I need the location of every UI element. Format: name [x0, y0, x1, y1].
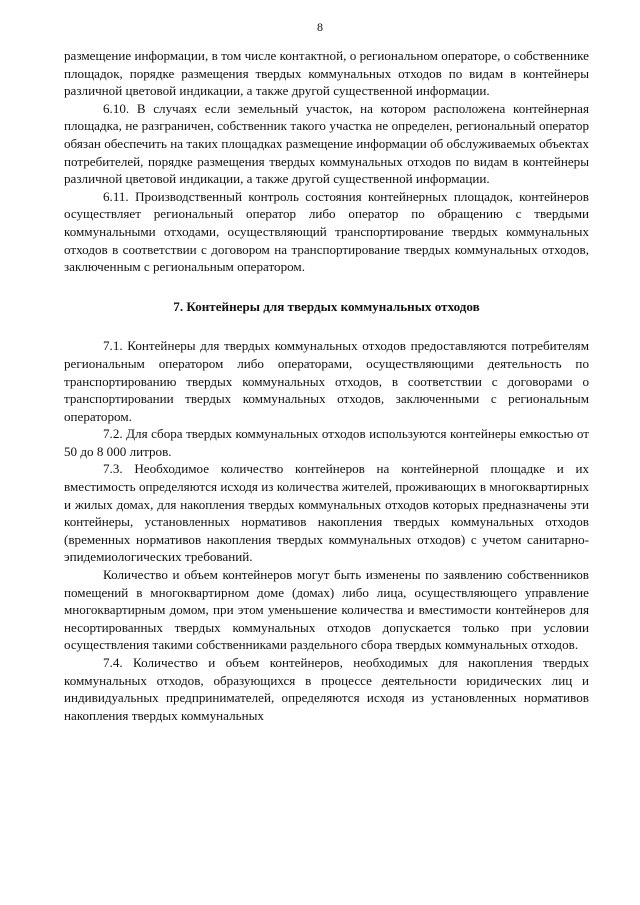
paragraph-continuation: размещение информации, в том числе контактной, о региональном операторе, о собственнике площадок, порядке размещения твердых коммунальных отходов по видам в контейнеры различной цветовой индикации, а также другой существенной информации.	[64, 48, 589, 99]
paragraph-6-10: 6.10. В случаях если земельный участок, на котором расположена контейнерная площадка, не разграничен, собственник такого участка не определен, региональный оператор обязан обеспечить на таких площадках размещение информации об обслуживаемых объектах потребителей, порядке размещения твердых коммунальных отходов по видам в контейнеры различной цветовой индикации, а также другой существенной информации.	[64, 100, 589, 187]
paragraph-7-3: 7.3. Необходимое количество контейнеров на контейнерной площадке и их вместимость определяются исходя из количества жителей, проживающих в многоквартирных и жилых домах, для накопления твердых коммунальных отходов которых предназначены эти контейнеры, установленных нормативов накопления твердых коммунальных отходов (временных нормативов накопления твердых коммунальных отходов) с учетом санитарно-эпидемиологических требований.	[64, 461, 589, 565]
paragraph-6-11: 6.11. Производственный контроль состояния контейнерных площадок, контейнеров осуществляет региональный оператор либо оператор по обращению с твердыми коммунальными отходами, осуществляющий транспортирование твердых коммунальных отходов в соответствии с договором на транспортирование твердых коммунальных отходов, заключенным с региональным оператором.	[64, 188, 589, 275]
document-body	[64, 47, 589, 724]
page-number: 8	[317, 20, 323, 34]
section-heading: 7. Контейнеры для твердых коммунальных отходов	[173, 298, 480, 314]
paragraph-7-2: 7.2. Для сбора твердых коммунальных отходов используются контейнеры емкостью от 50 до 8 000 литров.	[64, 426, 589, 459]
paragraph-7-3-continued: Количество и объем контейнеров могут быть изменены по заявлению собственников помещений в многоквартирном доме (домах) либо лица, осуществляющего управление многоквартирным домом, при этом уменьшение количества и вместимости контейнеров для несортированных твердых коммунальных отходов допускается только при условии осуществления такими собственниками раздельного сбора твердых коммунальных отходов.	[64, 567, 589, 653]
paragraph-7-4: 7.4. Количество и объем контейнеров, необходимых для накопления твердых коммунальных отходов, образующихся в процессе деятельности юридических лиц и индивидуальных предпринимателей, определяются исходя из установленных нормативов накопления твердых коммунальных	[64, 655, 589, 723]
paragraph-7-1: 7.1. Контейнеры для твердых коммунальных отходов предоставляются потребителям региональным оператором либо операторами, осуществляющими деятельность по транспортированию твердых коммунальных отходов, в соответствии с договорами о транспортировании твердых коммунальных отходов, заключенными с региональным оператором.	[64, 338, 589, 424]
